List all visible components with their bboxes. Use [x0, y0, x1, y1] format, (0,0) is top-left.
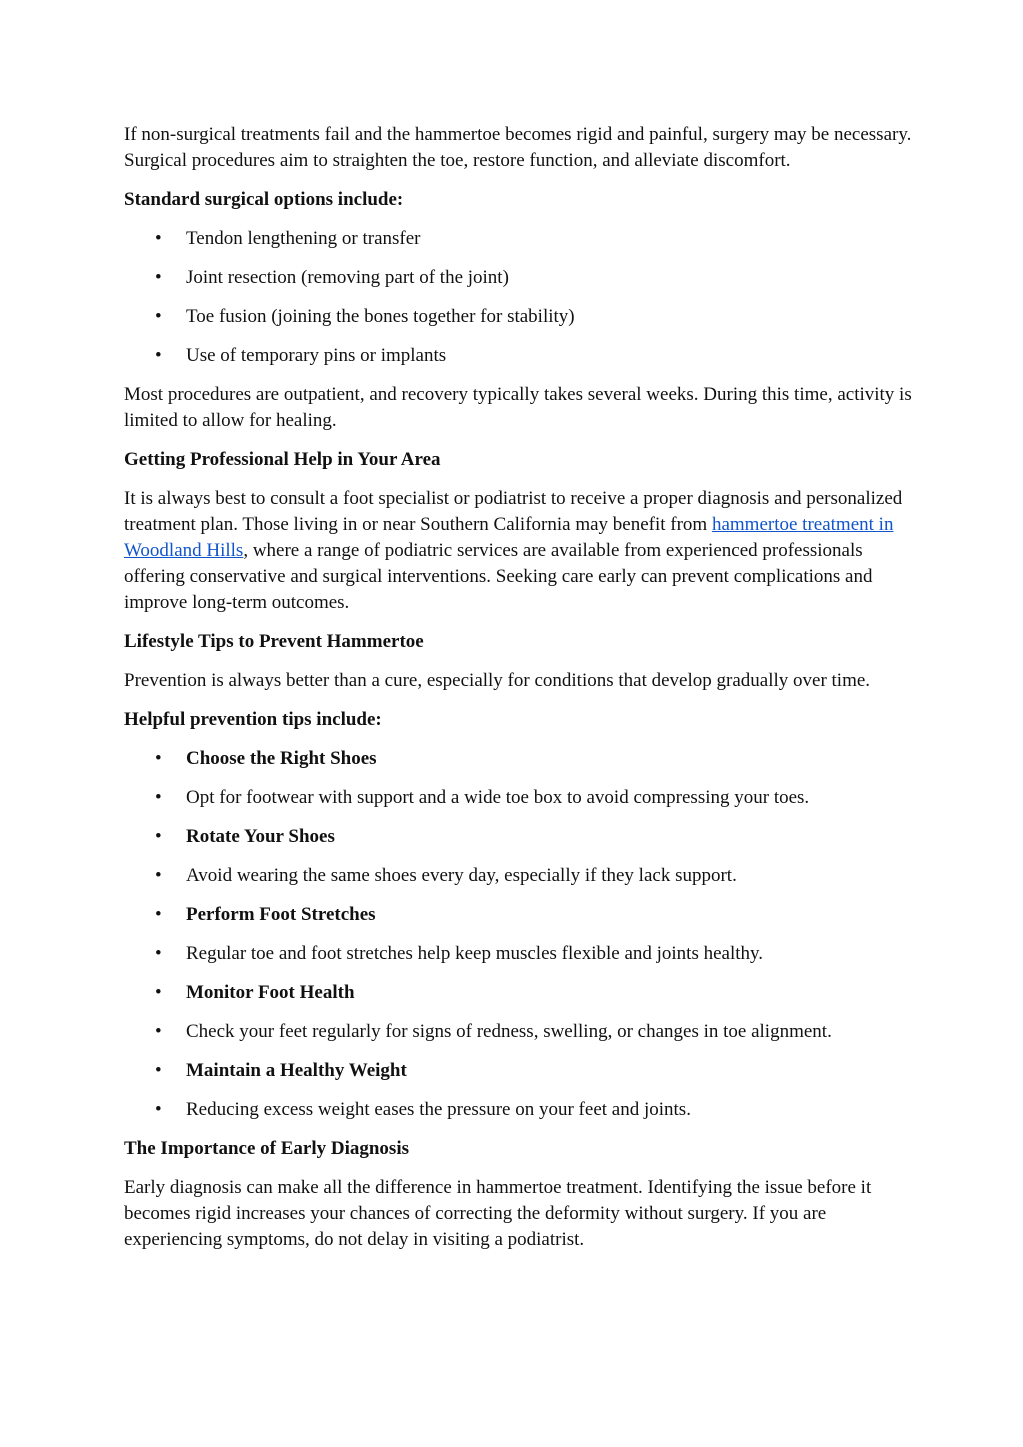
list-item: • Regular toe and foot stretches help keep muscles flexible and joints healthy. [124, 941, 914, 967]
surgical-options-list [124, 226, 914, 369]
bullet-icon: • [155, 1021, 162, 1042]
bullet-icon: • [155, 982, 162, 1003]
list-item: • Reducing excess weight eases the pressure on your feet and joints. [124, 1097, 914, 1123]
list-item: • Avoid wearing the same shoes every day, especially if they lack support. [124, 863, 914, 889]
bullet-icon: • [155, 748, 162, 769]
list-item: • Choose the Right Shoes [124, 746, 914, 772]
bullet-icon: • [155, 787, 162, 808]
bullet-icon: • [155, 904, 162, 925]
list-item: • Perform Foot Stretches [124, 902, 914, 928]
list-item: • Rotate Your Shoes [124, 824, 914, 850]
list-item: • Maintain a Healthy Weight [124, 1058, 914, 1084]
bullet-icon: • [155, 826, 162, 847]
prevention-tips-list [124, 746, 914, 1123]
bullet-icon: • [155, 228, 162, 249]
professional-help-heading: Getting Professional Help in Your Area [124, 449, 441, 470]
list-item: • Check your feet regularly for signs of redness, swelling, or changes in toe alignment. [124, 1019, 914, 1045]
list-item: • Use of temporary pins or implants [124, 343, 914, 369]
surgical-options-heading: Standard surgical options include: [124, 189, 404, 210]
bullet-icon: • [155, 306, 162, 327]
list-item: • Joint resection (removing part of the joint) [124, 265, 914, 291]
woodland-hills-link[interactable]: hammertoe treatment in Woodland Hills [124, 514, 894, 561]
list-item: • Toe fusion (joining the bones together for stability) [124, 304, 914, 330]
list-item: • Tendon lengthening or transfer [124, 226, 914, 252]
professional-help-paragraph: It is always best to consult a foot specialist or podiatrist to receive a proper diagnosis and personalized treatment plan. Those living in or near Southern California may benefit from hammertoe treatment in Woodland Hills, where a range of podiatric services are available from experienced professionals offering conservative and surgical interventions. Seeking care early can prevent complications and improve long-term outcomes. [124, 488, 903, 613]
recovery-paragraph: Most procedures are outpatient, and recovery typically takes several weeks. During this time, activity is limited to allow for healing. [124, 384, 912, 431]
list-item: • Monitor Foot Health [124, 980, 914, 1006]
bullet-icon: • [155, 267, 162, 288]
document-page [124, 122, 914, 1266]
bullet-icon: • [155, 943, 162, 964]
prevention-tips-heading: Helpful prevention tips include: [124, 709, 382, 730]
lifestyle-tips-heading: Lifestyle Tips to Prevent Hammertoe [124, 631, 424, 652]
early-diagnosis-heading: The Importance of Early Diagnosis [124, 1138, 409, 1159]
bullet-icon: • [155, 1060, 162, 1081]
bullet-icon: • [155, 345, 162, 366]
lifestyle-paragraph: Prevention is always better than a cure, especially for conditions that develop gradually over time. [124, 670, 871, 691]
list-item: • Opt for footwear with support and a wide toe box to avoid compressing your toes. [124, 785, 914, 811]
early-diagnosis-paragraph: Early diagnosis can make all the difference in hammertoe treatment. Identifying the issue before it becomes rigid increases your chances of correcting the deformity without surgery. If you are experiencing symptoms, do not delay in visiting a podiatrist. [124, 1177, 872, 1250]
bullet-icon: • [155, 865, 162, 886]
bullet-icon: • [155, 1099, 162, 1120]
intro-paragraph: If non-surgical treatments fail and the hammertoe becomes rigid and painful, surgery may be necessary. Surgical procedures aim to straighten the toe, restore function, and alleviate discomfort. [124, 124, 912, 171]
